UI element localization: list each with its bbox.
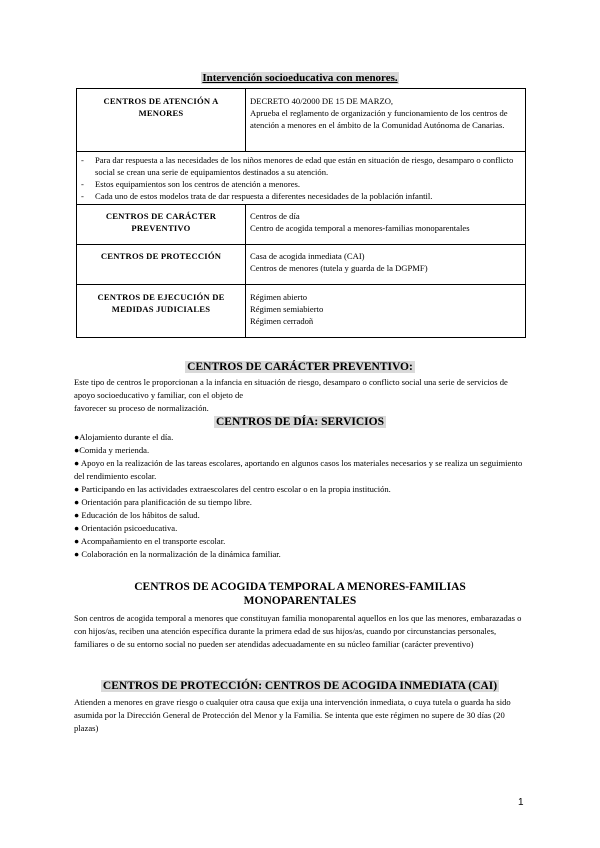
row-label: CENTROS DE PROTECCIÓN (77, 245, 246, 285)
header-label-cell: CENTROS DE ATENCIÓN A MENORES (77, 89, 246, 152)
list-item: ● Participando en las actividades extraescolares del centro escolar o en la propia institución. (74, 484, 391, 494)
note-item: - Para dar respuesta a las necesidades de los niños menores de edad que están en situación de riesgo, desamparo o conflicto social se crean una serie de equipamientos destinados a su atención. (81, 154, 521, 178)
services-list (74, 431, 529, 561)
note-item: - Cada uno de estos modelos trata de dar respuesta a diferentes necesidades de la población infantil. (81, 190, 521, 202)
list-item: ●Alojamiento durante el día. (74, 432, 174, 442)
note-item: - Estos equipamientos son los centros de atención a menores. (81, 178, 521, 190)
section-heading-dia: CENTROS DE DÍA: SERVICIOS (216, 416, 384, 428)
row-content (246, 205, 526, 245)
proteccion-paragraph: Atienden a menores en grave riesgo o cualquier otra causa que exija una intervención inmediata, o cuya tutela o guarda ha sido asumida por la Dirección General de Protección del Menor y la Familia. Se intenta que este régimen no supere de 30 días (20 plazas) (74, 697, 511, 733)
decree-title: DECRETO 40/2000 DE 15 DE MARZO, (250, 96, 394, 106)
row-item: Centros de día (250, 211, 300, 221)
preventivo-text: Este tipo de centros le proporcionan a la infancia en situación de riesgo, desamparo o conflicto social una serie de servicios de apoyo socioeducativo y familiar, con el objeto de (74, 377, 508, 400)
section-heading-acogida: CENTROS DE ACOGIDA TEMPORAL A MENORES-FAMILIAS MONOPARENTALES (134, 581, 466, 607)
table-header-row (77, 89, 526, 152)
row-item: Centro de acogida temporal a menores-familias monoparentales (250, 223, 470, 233)
list-item: ● Acompañamiento en el transporte escolar. (74, 536, 226, 546)
list-item: ● Colaboración en la normalización de la dinámica familiar. (74, 549, 281, 559)
table-row (77, 285, 526, 338)
table-row (77, 205, 526, 245)
centros-table (76, 88, 526, 338)
notes-cell (77, 152, 526, 205)
dia-services (74, 431, 529, 561)
row-item: Centros de menores (tutela y guarda de la DGPMF) (250, 263, 428, 273)
page-number: 1 (518, 797, 524, 808)
acogida-paragraph: Son centros de acogida temporal a menores que constituyan familia monoparental aquellos en los que las menores, embarazadas o con hijos/as, reciben una atención específica durante la primera edad de sus hijos/as, cuando por circunstancias personales, familiares o de su entorno social no pueden ser atendidas adecuadamente en su núcleo familiar (carácter preventivo) (74, 613, 522, 649)
decree-cell (246, 89, 526, 152)
list-item: ● Educación de los hábitos de salud. (74, 510, 200, 520)
section-heading-preventivo: CENTROS DE CARÁCTER PREVENTIVO: (187, 361, 413, 373)
decree-text: Aprueba el reglamento de organización y funcionamiento de los centros de atención a menores en el ámbito de la Comunidad Autónoma de Canarias. (250, 108, 508, 130)
row-item: Casa de acogida inmediata (CAI) (250, 251, 365, 261)
list-item: ● Orientación para planificación de su tiempo libre. (74, 497, 252, 507)
row-label: CENTROS DE CARÁCTER PREVENTIVO (77, 205, 246, 245)
row-content (246, 285, 526, 338)
row-content (246, 245, 526, 285)
list-item: ● Apoyo en la realización de las tareas escolares, aportando en algunos casos los materiales necesarios y se realiza un seguimiento del rendimiento escolar. (74, 458, 523, 481)
row-item: Régimen abierto (250, 292, 308, 302)
row-item: Régimen semiabierto (250, 304, 324, 314)
table-row (77, 245, 526, 285)
row-label: CENTROS DE EJECUCIÓN DE MEDIDAS JUDICIALES (77, 285, 246, 338)
list-item: ●Comida y merienda. (74, 445, 150, 455)
row-item: Régimen cerradoñ (250, 316, 314, 326)
preventivo-paragraph (74, 376, 529, 415)
notes-row (77, 152, 526, 205)
preventivo-text-end: favorecer su proceso de normalización. (74, 403, 209, 413)
notes-list (81, 154, 521, 202)
list-item: ● Orientación psicoeducativa. (74, 523, 178, 533)
document-title: Intervención socioeducativa con menores. (202, 72, 398, 84)
section-heading-proteccion: CENTROS DE PROTECCIÓN: CENTROS DE ACOGIDA INMEDIATA (CAI) (102, 680, 498, 692)
